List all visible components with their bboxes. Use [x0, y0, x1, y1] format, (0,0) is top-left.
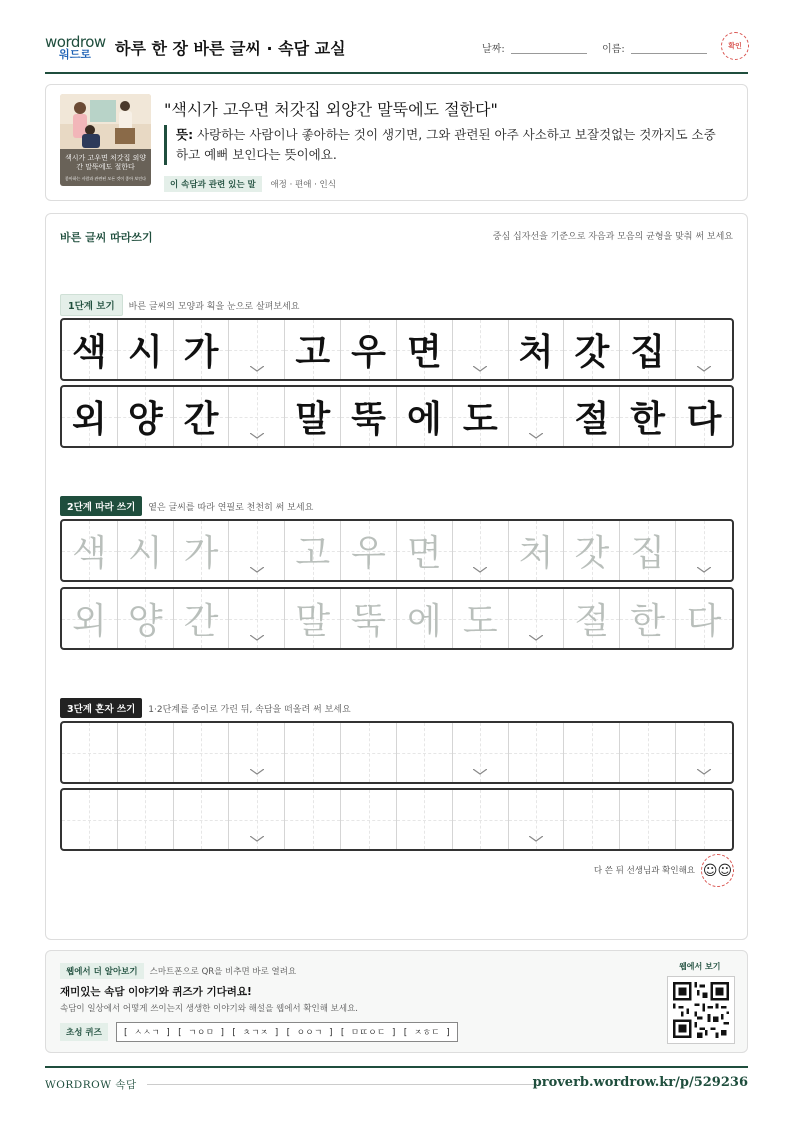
proverb-meaning — [164, 125, 724, 165]
writing-cell — [229, 320, 285, 379]
cell-character: 우 — [351, 533, 386, 574]
illustration-caption: 색시가 고우면 처갓집 외양간 말뚝에도 절한다 — [64, 154, 147, 171]
writing-cell[interactable] — [453, 790, 509, 849]
writing-cell[interactable] — [62, 521, 118, 580]
writing-cell[interactable] — [453, 521, 509, 580]
writing-cell[interactable] — [174, 723, 230, 782]
writing-cell[interactable] — [676, 589, 732, 648]
writing-cell — [341, 320, 397, 379]
writing-cell — [341, 387, 397, 446]
writing-cell[interactable] — [285, 521, 341, 580]
writing-cell[interactable] — [397, 723, 453, 782]
proverb-text: "색시가 고우면 처갓집 외양간 말뚝에도 절한다" — [164, 100, 498, 119]
cell-character: 시 — [127, 332, 163, 373]
writing-cell — [453, 320, 509, 379]
web-description: 속담이 일상에서 어떻게 쓰이는지 생생한 이야기와 해설을 웹에서 확인해 보세요. — [60, 1004, 358, 1014]
date-line[interactable] — [511, 53, 587, 54]
cell-character: 우 — [351, 332, 386, 373]
meaning-text: 사랑하는 사람이나 좋아하는 것이 생기면, 그와 관련된 아주 사소하고 보잘것없는 것까지도 소중하고 예뻐 보인다는 뜻이에요. — [176, 127, 716, 162]
writing-cell — [174, 320, 230, 379]
cell-character: 색 — [72, 533, 107, 574]
name-line[interactable] — [631, 53, 707, 54]
page-header — [45, 28, 748, 74]
writing-cell — [509, 320, 565, 379]
writing-cell[interactable] — [564, 723, 620, 782]
writing-cell[interactable] — [341, 723, 397, 782]
space-mark-icon — [473, 567, 487, 573]
writing-cell[interactable] — [453, 589, 509, 648]
writing-cell[interactable] — [509, 790, 565, 849]
proverb-illustration — [60, 94, 151, 186]
writing-cell[interactable] — [229, 790, 285, 849]
quiz-label: 초성 퀴즈 — [60, 1023, 108, 1041]
handwriting-practice-panel — [45, 213, 748, 940]
cell-character: 고 — [295, 533, 331, 574]
step-3-text: 1·2단계를 종이로 가린 뒤, 속담을 떠올려 써 보세요 — [148, 705, 351, 715]
space-mark-icon — [250, 635, 264, 641]
web-promo-box — [45, 950, 748, 1053]
writing-cell[interactable] — [564, 521, 620, 580]
writing-cell[interactable] — [62, 723, 118, 782]
cell-character: 에 — [406, 399, 442, 440]
space-mark-icon — [250, 433, 264, 439]
cell-character: 갓 — [574, 533, 610, 574]
meaning-label: 뜻: — [176, 127, 194, 142]
writing-cell[interactable] — [620, 790, 676, 849]
writing-cell[interactable] — [509, 589, 565, 648]
cell-character: 색 — [72, 332, 107, 373]
cell-character: 다 — [686, 601, 722, 642]
space-mark-icon — [697, 366, 711, 372]
cell-character: 말 — [295, 601, 331, 642]
cell-character: 양 — [127, 601, 163, 642]
related-list: 애정 · 편애 · 인식 — [270, 180, 336, 190]
quiz-answer-box[interactable]: [ ㅅㅅㄱ ] [ ㄱㅇㅁ ] [ ㅊㄱㅈ ] [ ㅇㅇㄱ ] [ ㅁㄸㅇㄷ ] [ ㅈㅎㄷ ] — [116, 1022, 458, 1042]
cell-character: 말 — [295, 399, 331, 440]
writing-cell — [285, 320, 341, 379]
logo-wordmark: wordrow — [45, 33, 106, 51]
cell-character: 한 — [630, 399, 666, 440]
writing-cell[interactable] — [341, 521, 397, 580]
cell-character: 다 — [686, 399, 722, 440]
writing-cell[interactable] — [285, 723, 341, 782]
cell-character: 도 — [462, 601, 498, 642]
writing-cell[interactable] — [341, 790, 397, 849]
footer-brand: WORDROW 속담 — [45, 1079, 137, 1091]
cell-character: 집 — [630, 332, 666, 373]
kids-stamp-icon: ☺☺ — [701, 854, 734, 887]
writing-cell[interactable] — [174, 589, 230, 648]
view-row-1 — [60, 318, 734, 381]
practice-hint: 중심 십자선을 기준으로 자음과 모음의 균형을 맞춰 써 보세요 — [492, 232, 733, 242]
proverb-card — [45, 84, 748, 201]
worksheet-title: 하루 한 장 바른 글씨 · 속담 교실 — [115, 39, 346, 58]
writing-cell — [118, 320, 174, 379]
cell-character: 절 — [574, 399, 610, 440]
related-label: 이 속담과 관련 있는 말 — [164, 176, 262, 192]
step-3-badge: 3단계 혼자 쓰기 — [60, 698, 142, 718]
writing-cell[interactable] — [285, 790, 341, 849]
name-field[interactable] — [602, 40, 707, 55]
writing-cell[interactable] — [62, 790, 118, 849]
qr-code-icon[interactable] — [667, 976, 735, 1044]
writing-cell[interactable] — [397, 521, 453, 580]
space-mark-icon — [697, 567, 711, 573]
cell-character: 에 — [406, 601, 442, 642]
writing-cell[interactable] — [620, 723, 676, 782]
cell-character: 가 — [183, 332, 219, 373]
illustration-subcaption: 좋아하는 사람과 관련된 모든 것이 좋아 보인다 — [64, 176, 147, 181]
logo-korean: 워드로 — [59, 48, 91, 61]
cell-character: 한 — [630, 601, 666, 642]
web-tag-line — [60, 963, 296, 979]
writing-cell[interactable] — [285, 589, 341, 648]
teacher-check-note: 다 쓴 뒤 선생님과 확인해요 — [593, 866, 695, 876]
space-mark-icon — [529, 635, 543, 641]
step-2-header — [60, 496, 313, 516]
cell-character: 간 — [183, 399, 219, 440]
writing-cell[interactable] — [620, 521, 676, 580]
trace-row-1[interactable] — [60, 519, 734, 582]
writing-cell — [620, 387, 676, 446]
writing-cell[interactable] — [62, 589, 118, 648]
writing-cell — [118, 387, 174, 446]
writing-cell — [285, 387, 341, 446]
cell-character: 절 — [574, 601, 610, 642]
date-field[interactable] — [482, 40, 587, 55]
writing-cell — [174, 387, 230, 446]
step-3-header — [60, 698, 351, 718]
cell-character: 처 — [518, 533, 554, 574]
writing-cell — [564, 320, 620, 379]
writing-cell — [564, 387, 620, 446]
chosung-quiz — [60, 1022, 458, 1042]
step-2-text: 옅은 글씨를 따라 연필로 천천히 써 보세요 — [148, 503, 314, 513]
space-mark-icon — [473, 366, 487, 372]
name-label: 이름: — [602, 44, 625, 55]
page-footer — [45, 1066, 748, 1091]
web-tag: 웹에서 더 알아보기 — [60, 963, 144, 979]
writing-cell — [509, 387, 565, 446]
writing-cell[interactable] — [118, 790, 174, 849]
writing-cell — [676, 320, 732, 379]
writing-cell[interactable] — [174, 790, 230, 849]
step-1-text: 바른 글씨의 모양과 획을 눈으로 살펴보세요 — [128, 302, 300, 312]
writing-cell[interactable] — [676, 521, 732, 580]
space-mark-icon — [250, 769, 264, 775]
writing-cell[interactable] — [174, 521, 230, 580]
space-mark-icon — [473, 769, 487, 775]
cell-character: 도 — [462, 399, 498, 440]
writing-cell — [62, 387, 118, 446]
writing-cell[interactable] — [397, 790, 453, 849]
cell-character: 면 — [406, 533, 442, 574]
writing-cell[interactable] — [397, 589, 453, 648]
cell-character: 시 — [127, 533, 163, 574]
space-mark-icon — [529, 836, 543, 842]
step-2-badge: 2단계 따라 쓰기 — [60, 496, 142, 516]
cell-character: 갓 — [574, 332, 610, 373]
writing-cell — [229, 387, 285, 446]
free-write-row-1[interactable] — [60, 721, 734, 784]
cell-character: 처 — [518, 332, 554, 373]
step-1-badge: 1단계 보기 — [60, 294, 123, 316]
writing-cell[interactable] — [509, 521, 565, 580]
writing-cell — [676, 387, 732, 446]
space-mark-icon — [250, 366, 264, 372]
cell-character: 면 — [406, 332, 442, 373]
writing-cell[interactable] — [118, 589, 174, 648]
practice-title: 바른 글씨 따라쓰기 — [60, 231, 153, 244]
writing-cell[interactable] — [620, 589, 676, 648]
writing-cell — [397, 387, 453, 446]
writing-cell[interactable] — [118, 521, 174, 580]
cell-character: 뚝 — [351, 601, 386, 642]
cell-character: 외 — [72, 399, 107, 440]
web-tag-note: 스마트폰으로 QR을 비추면 바로 열려요 — [149, 967, 297, 977]
free-write-row-2[interactable] — [60, 788, 734, 851]
view-row-2 — [60, 385, 734, 448]
space-mark-icon — [250, 567, 264, 573]
writing-cell — [62, 320, 118, 379]
cell-character: 외 — [72, 601, 107, 642]
cell-character: 양 — [127, 399, 163, 440]
cell-character: 뚝 — [351, 399, 386, 440]
footer-url-link[interactable]: proverb.wordrow.kr/p/529236 — [532, 1075, 748, 1090]
space-mark-icon — [529, 433, 543, 439]
writing-cell — [453, 387, 509, 446]
writing-cell[interactable] — [564, 589, 620, 648]
space-mark-icon — [250, 836, 264, 842]
footer-divider — [147, 1084, 537, 1085]
writing-cell[interactable] — [676, 723, 732, 782]
writing-cell[interactable] — [509, 723, 565, 782]
cell-character: 간 — [183, 601, 219, 642]
writing-cell[interactable] — [564, 790, 620, 849]
writing-cell[interactable] — [341, 589, 397, 648]
cell-character: 고 — [295, 332, 331, 373]
writing-cell[interactable] — [453, 723, 509, 782]
related-words — [164, 176, 336, 192]
writing-cell[interactable] — [118, 723, 174, 782]
writing-cell — [620, 320, 676, 379]
writing-cell[interactable] — [229, 589, 285, 648]
cell-character: 집 — [630, 533, 666, 574]
step-1-header — [60, 294, 299, 316]
writing-cell[interactable] — [229, 723, 285, 782]
writing-cell — [397, 320, 453, 379]
check-stamp-icon: 확인 — [721, 32, 749, 60]
wordrow-logo — [45, 33, 107, 63]
qr-label: 웹에서 보기 — [679, 962, 721, 971]
date-label: 날짜: — [482, 44, 505, 55]
space-mark-icon — [697, 769, 711, 775]
writing-cell[interactable] — [676, 790, 732, 849]
web-headline: 재미있는 속담 이야기와 퀴즈가 기다려요! — [60, 986, 252, 998]
writing-cell[interactable] — [229, 521, 285, 580]
cell-character: 가 — [183, 533, 219, 574]
trace-row-2[interactable] — [60, 587, 734, 650]
